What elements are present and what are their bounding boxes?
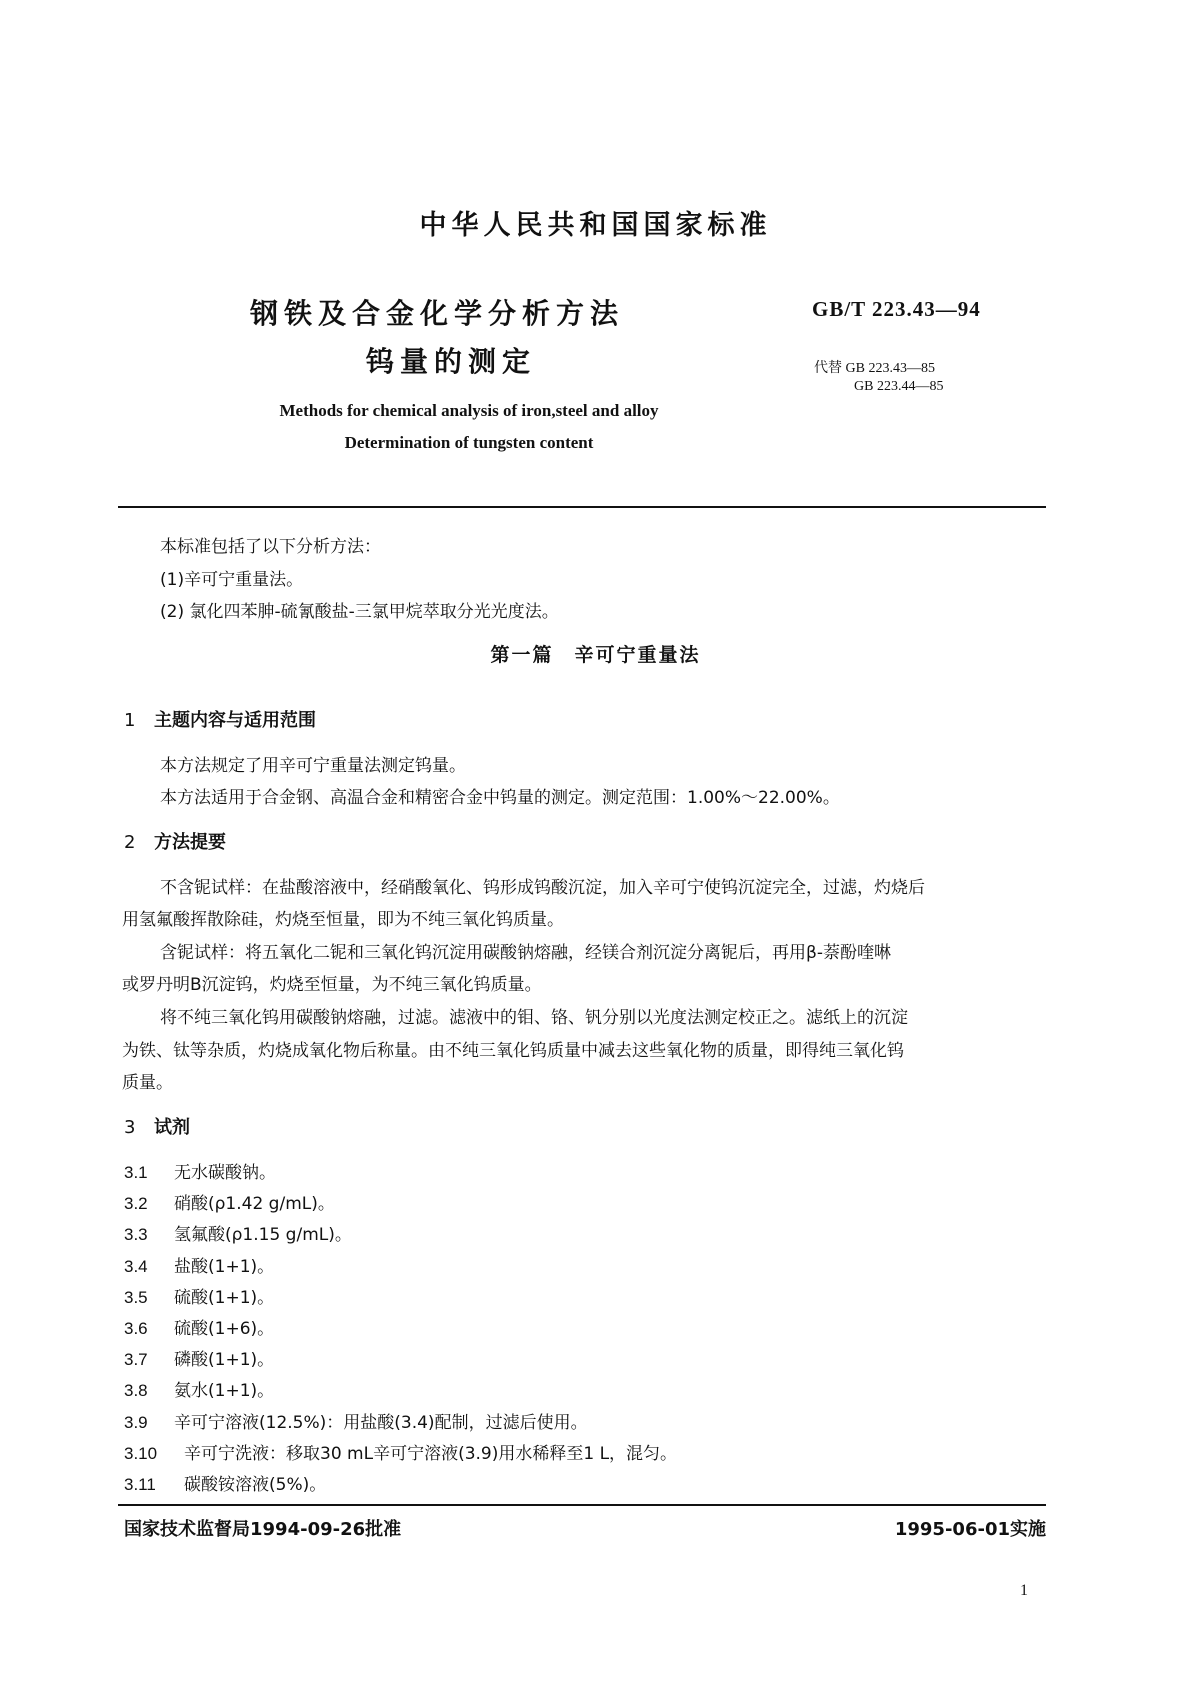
- reagent-number: 3.7: [124, 1350, 148, 1369]
- section-number: 1: [124, 710, 136, 731]
- reagent-number: 3.10: [124, 1444, 158, 1463]
- reagent-number: 3.6: [124, 1319, 148, 1338]
- reagent-item: [124, 1376, 274, 1401]
- reagent-text: 硫酸(1+6)。: [174, 1319, 275, 1339]
- reagent-item: [124, 1158, 276, 1183]
- intro-line-2: (1)辛可宁重量法。: [160, 570, 304, 590]
- reagent-item: [124, 1252, 274, 1277]
- reagent-item: [124, 1439, 677, 1464]
- reagent-item: [124, 1408, 588, 1433]
- replaces-label: 代替: [814, 360, 842, 376]
- reagent-item: [124, 1470, 326, 1495]
- reagent-text: 辛可宁洗液：移取30 mL辛可宁溶液(3.9)用水稀释至1 L，混匀。: [184, 1444, 678, 1464]
- intro-line-3: (2) 氯化四苯胂-硫氰酸盐-三氯甲烷萃取分光光度法。: [160, 602, 559, 622]
- section-1-heading: [124, 706, 316, 732]
- approval-date: 国家技术监督局1994-09-26批准: [124, 1519, 402, 1540]
- title-line-2: 钨量的测定: [366, 345, 537, 378]
- national-standard-heading: 中华人民共和国国家标准: [419, 210, 772, 241]
- section-2-paragraph-1-line-2: 用氢氟酸挥散除硅，灼烧至恒量，即为不纯三氧化钨质量。: [122, 910, 564, 930]
- replaces-standard-2: GB 223.44—85: [854, 379, 944, 394]
- reagent-item: [124, 1189, 335, 1214]
- footer-divider: [118, 1504, 1046, 1506]
- section-3-heading: [124, 1113, 190, 1139]
- reagent-number: 3.4: [124, 1257, 148, 1276]
- reagent-text: 碳酸铵溶液(5%)。: [184, 1475, 327, 1495]
- section-1-paragraph-1: 本方法规定了用辛可宁重量法测定钨量。: [160, 756, 466, 776]
- reagent-number: 3.11: [124, 1475, 156, 1494]
- replaces-block: [814, 359, 943, 396]
- replaces-line-1: [814, 359, 943, 378]
- reagent-item: [124, 1345, 274, 1370]
- section-2-paragraph-1-line-1: 不含铌试样：在盐酸溶液中，经硝酸氧化、钨形成钨酸沉淀，加入辛可宁使钨沉淀完全，过滤，灼烧后: [160, 878, 925, 898]
- reagent-number: 3.8: [124, 1381, 148, 1400]
- page-number: 1: [1020, 1582, 1028, 1599]
- part-title: 第一篇 辛可宁重量法: [490, 644, 701, 666]
- reagent-item: [124, 1220, 352, 1245]
- reagent-number: 3.5: [124, 1288, 148, 1307]
- section-2-paragraph-3-line-2: 为铁、钛等杂质，灼烧成氧化物后称量。由不纯三氧化钨质量中减去这些氧化物的质量，即得纯三氧化钨: [122, 1041, 904, 1061]
- section-title: 主题内容与适用范围: [154, 710, 316, 731]
- english-title-line-1: Methods for chemical analysis of iron,steel and alloy: [279, 401, 659, 420]
- section-2-paragraph-3-line-1: 将不纯三氧化钨用碳酸钠熔融，过滤。滤液中的钼、铬、钒分别以光度法测定校正之。滤纸上的沉淀: [160, 1008, 908, 1028]
- reagent-text: 硫酸(1+1)。: [174, 1288, 275, 1308]
- reagent-text: 无水碳酸钠。: [174, 1163, 276, 1183]
- reagent-text: 氨水(1+1)。: [174, 1381, 275, 1401]
- standard-number: GB/T 223.43—94: [812, 297, 981, 321]
- section-title: 方法提要: [154, 832, 226, 853]
- reagent-text: 辛可宁溶液(12.5%)：用盐酸(3.4)配制，过滤后使用。: [174, 1413, 588, 1433]
- section-2-heading: [124, 828, 226, 854]
- reagent-number: 3.3: [124, 1225, 148, 1244]
- reagent-number: 3.2: [124, 1194, 148, 1213]
- reagent-number: 3.1: [124, 1163, 148, 1182]
- section-2-paragraph-2-line-2: 或罗丹明B沉淀钨，灼烧至恒量，为不纯三氧化钨质量。: [122, 975, 542, 995]
- section-2-paragraph-2-line-1: 含铌试样：将五氧化二铌和三氧化钨沉淀用碳酸钠熔融，经镁合剂沉淀分离铌后，再用β-萘酚喹啉: [160, 943, 891, 963]
- section-number: 3: [124, 1117, 136, 1138]
- english-title-line-2: Determination of tungsten content: [344, 433, 594, 452]
- reagent-item: [124, 1314, 274, 1339]
- reagent-text: 氢氟酸(ρ1.15 g/mL)。: [174, 1225, 352, 1245]
- reagent-number: 3.9: [124, 1413, 148, 1432]
- title-line-1: 钢铁及合金化学分析方法: [250, 297, 625, 330]
- section-2-paragraph-3-line-3: 质量。: [122, 1073, 173, 1093]
- replaces-standard-1: GB 223.43—85: [845, 361, 935, 376]
- implementation-date: 1995-06-01实施: [894, 1519, 1046, 1540]
- header-divider: [118, 506, 1046, 508]
- intro-line-1: 本标准包括了以下分析方法：: [160, 537, 381, 557]
- reagent-text: 盐酸(1+1)。: [174, 1257, 275, 1277]
- section-title: 试剂: [154, 1117, 190, 1138]
- reagent-text: 硝酸(ρ1.42 g/mL)。: [174, 1194, 335, 1214]
- section-1-paragraph-2: 本方法适用于合金钢、高温合金和精密合金中钨量的测定。测定范围：1.00%～22.00%。: [160, 788, 840, 808]
- reagent-text: 磷酸(1+1)。: [174, 1350, 275, 1370]
- section-number: 2: [124, 832, 136, 853]
- reagent-item: [124, 1283, 274, 1308]
